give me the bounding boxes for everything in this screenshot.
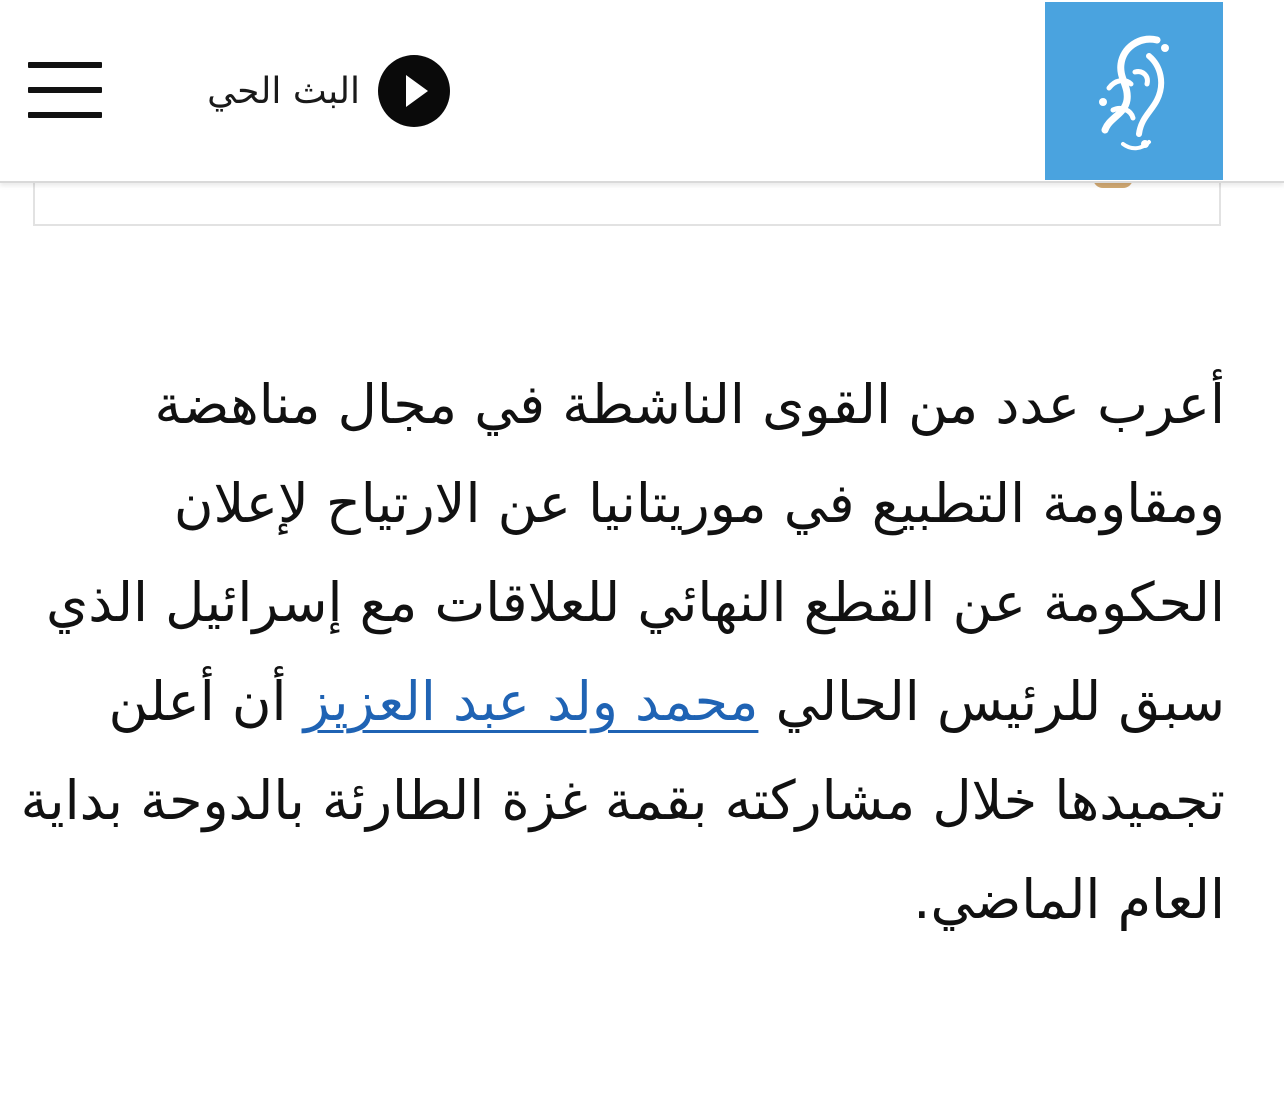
person-link[interactable]: محمد ولد عبد العزيز (303, 670, 759, 733)
menu-icon-bar (28, 87, 102, 93)
site-header (0, 0, 1284, 183)
aljazeera-logo[interactable] (1045, 2, 1223, 180)
hamburger-menu-button[interactable] (28, 62, 104, 120)
aljazeera-logo-mark (1079, 26, 1189, 156)
live-stream-link[interactable] (160, 52, 450, 130)
menu-icon-bar (28, 112, 102, 118)
menu-icon-bar (28, 62, 102, 68)
article-paragraph (20, 355, 1225, 949)
live-stream-label: البث الحي (207, 70, 360, 112)
paragraph-text-end: أن أعلن تجميدها خلال مشاركته بقمة غزة الطارئة بالدوحة بداية العام الماضي. (20, 670, 1225, 931)
play-icon (378, 55, 450, 127)
article-body (20, 355, 1225, 949)
paragraph-text-start: أعرب عدد من القوى الناشطة في مجال مناهضة ومقاومة التطبيع في موريتانيا عن الارتياح لإعلان الحكومة عن القطع النهائي للعلاقات مع إسرائيل الذي سبق للرئيس الحالي (45, 373, 1225, 733)
